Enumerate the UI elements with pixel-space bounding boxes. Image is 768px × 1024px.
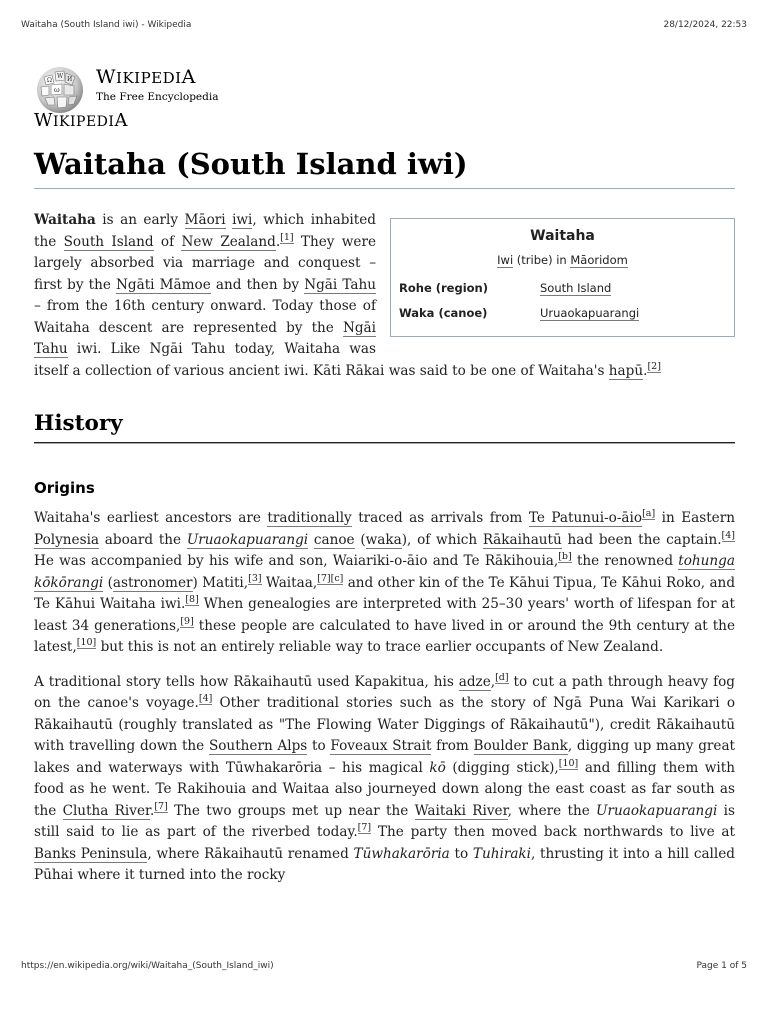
note-d[interactable]: [d] [495, 671, 509, 683]
print-footer-page: Page 1 of 5 [696, 961, 747, 971]
link-adze[interactable]: adze [458, 673, 491, 690]
infobox-link-iwi[interactable]: Iwi [497, 253, 514, 267]
tagline: The Free Encyclopedia [96, 91, 219, 103]
intro-paragraph: Waitaha is an early Māori iwi, which inhabited the South Island of New Zealand.[1] They were largely absorbed via marriage and conquest – first by the Ngāti Māmoe and then by Ngāi Tahu – from the 16th century onward. Today those of Waitaha descent are represented by the Ngāi Tahu iwi. Like Ngāi Tahu today, Waitaha was itself a collection of various ancient iwi. Kāti Rākai was said to be one of Waitaha's hapū.[2] [34, 212, 661, 379]
link-south-island[interactable]: South Island [63, 233, 154, 250]
infobox-label: Rohe (region) [399, 281, 488, 295]
wikipedia-globe-icon [34, 63, 86, 115]
link-hapu[interactable]: hapū [608, 362, 644, 379]
link-iwi[interactable]: iwi [232, 212, 253, 228]
infobox-label: Waka (canoe) [399, 306, 488, 320]
link-rakaihautu[interactable]: Rākaihautū [482, 531, 562, 548]
infobox-row-rohe [399, 276, 726, 301]
section-divider [34, 442, 735, 444]
ref-2[interactable]: [2] [647, 360, 661, 372]
link-ngati-mamoe[interactable]: Ngāti Māmoe [116, 276, 211, 293]
link-ngai-tahu[interactable]: Ngāi Tahu [304, 276, 376, 293]
svg-text:W: W [57, 73, 64, 80]
print-footer-url: https://en.wikipedia.org/wiki/Waitaha_(South_Island_iwi) [21, 961, 274, 971]
link-tohunga[interactable]: tohunga kōkōrangi [34, 553, 735, 591]
link-clutha-river[interactable]: Clutha River [62, 802, 150, 819]
origins-paragraph-1: Waitaha's earliest ancestors are traditionally traced as arrivals from Te Patunui-o-āio[a] in Eastern Polynesia aboard the Uruaokapuarangi canoe (waka), of which Rākaihautū had been the captain.[4] He was accompanied by his wife and son, Waiariki-o-āio and Te Rākihouia,[b] the renowned tohunga kōkōrangi (astronomer) Matiti,[3] Waitaa,[7][c] and other kin of the Te Kāhui Tipua, Te Kāhui Roko, and Te Kāhui Waitaha iwi.[8] When genealogies are interpreted with 25–30 years' worth of lifespan for at least 34 generations,[9] these people are calculated to have lived in or around the 9th century at the latest,[10] but this is not an entirely reliable way to trace earlier occupants of New Zealand. [34, 508, 736, 655]
note-a[interactable]: [a] [642, 508, 656, 520]
infobox-subtitle: Iwi (tribe) in Māoridom [497, 253, 628, 267]
print-footer [21, 961, 747, 973]
link-canoe[interactable]: canoe [313, 531, 355, 548]
svg-text:И: И [67, 76, 73, 83]
ref-7[interactable]: [7] [317, 572, 331, 584]
wordmark-secondary: WIKIPEDIA [34, 110, 128, 131]
ref-7[interactable]: [7] [357, 822, 372, 834]
link-waka[interactable]: waka [365, 531, 402, 548]
link-waitaki-river[interactable]: Waitaki River [414, 802, 508, 819]
ref-8[interactable]: [8] [185, 594, 199, 606]
wordmark: WIKIPEDIA [96, 66, 196, 88]
ref-10[interactable]: [10] [76, 637, 97, 649]
wikipedia-logo[interactable] [34, 63, 294, 133]
link-polynesia[interactable]: Polynesia [34, 531, 100, 548]
note-c[interactable]: [c] [330, 572, 344, 584]
section-heading-history: History [34, 411, 123, 436]
ref-4[interactable]: [4] [198, 693, 213, 705]
link-maori[interactable]: Māori [184, 212, 226, 228]
infobox-row-waka [399, 301, 726, 326]
link-new-zealand[interactable]: New Zealand [181, 233, 276, 250]
link-banks-peninsula[interactable]: Banks Peninsula [34, 845, 148, 862]
infobox-value-link[interactable]: South Island [540, 281, 612, 295]
link-astronomer[interactable]: astronomer [112, 574, 193, 591]
print-header-datetime: 28/12/2024, 22:53 [663, 20, 747, 30]
link-southern-alps[interactable]: Southern Alps [208, 738, 308, 754]
ref-10[interactable]: [10] [558, 757, 579, 769]
infobox-value-link[interactable]: Uruaokapuarangi [540, 306, 640, 320]
note-b[interactable]: [b] [558, 551, 572, 563]
link-boulder-bank[interactable]: Boulder Bank [473, 738, 568, 754]
svg-text:Ω: Ω [47, 77, 52, 84]
link-uruaokapuarangi[interactable]: Uruaokapuarangi [186, 531, 309, 548]
link-traditionally[interactable]: traditionally [267, 510, 352, 526]
svg-text:ω: ω [54, 86, 60, 94]
link-ngai-tahu-2[interactable]: Ngāi Tahu [34, 319, 376, 357]
ref-9[interactable]: [9] [180, 615, 194, 627]
infobox-link-maoridom[interactable]: Māoridom [570, 253, 628, 267]
ref-1[interactable]: [1] [280, 231, 294, 243]
page-title: Waitaha (South Island iwi) [34, 147, 468, 181]
ref-7[interactable]: [7] [154, 800, 168, 812]
print-header-title: Waitaha (South Island iwi) - Wikipedia [21, 20, 192, 30]
link-foveaux-strait[interactable]: Foveaux Strait [330, 738, 432, 754]
title-divider [34, 188, 735, 189]
ref-3[interactable]: [3] [248, 572, 262, 584]
link-te-patunui[interactable]: Te Patunui-o-āio [528, 510, 643, 526]
print-header [21, 20, 747, 32]
infobox-title: Waitaha [530, 228, 595, 244]
ref-4[interactable]: [4] [721, 529, 735, 541]
infobox [390, 218, 735, 337]
subsection-heading-origins: Origins [34, 479, 95, 497]
article-content [34, 210, 735, 887]
origins-paragraph-2: A traditional story tells how Rākaihautū used Kapakitua, his adze,[d] to cut a path through heavy fog on the canoe's voyage.[4] Other traditional stories such as the story of Ngā Puna Wai Karikari o Rākaihautū (roughly translated as "The Flowing Water Diggings of Rākaihautū"), credit Rākaihautū with travelling down the Southern Alps to Foveaux Strait from Boulder Bank, digging up many great lakes and waterways with Tūwhakarōria – his magical kō (digging stick),[10] and filling them with food as he went. Te Rakihouia and Waitaa also journeyed down along the east coast as far south as the Clutha River.[7] The two groups met up near the Waitaki River, where the Uruaokapuarangi is still said to lie as part of the riverbed today.[7] The party then moved back northwards to live at Banks Peninsula, where Rākaihautū renamed Tūwhakarōria to Tuhiraki, thrusting it into a hill called Pūhai where it turned into the rocky [34, 671, 736, 883]
